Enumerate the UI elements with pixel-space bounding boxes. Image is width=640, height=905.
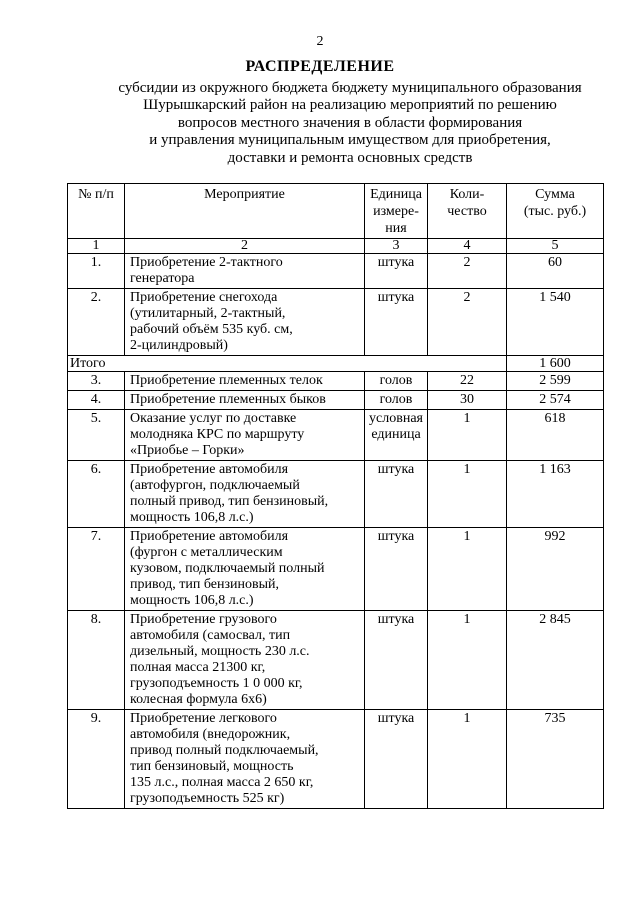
table-row bbox=[68, 710, 604, 809]
row-sum: 992 bbox=[507, 528, 604, 611]
row-description-line: Приобретение грузового bbox=[130, 612, 277, 627]
row-description-line: полный привод, тип бензиновый, bbox=[130, 494, 329, 509]
index-cell: 3 bbox=[365, 239, 428, 254]
row-unit bbox=[365, 372, 428, 391]
row-description-line: (фургон с металлическим bbox=[130, 545, 283, 560]
row-number: 6. bbox=[68, 461, 125, 528]
row-sum: 1 540 bbox=[507, 289, 604, 356]
header-unit-line: Единица bbox=[370, 187, 422, 202]
row-description bbox=[125, 611, 365, 710]
row-description-line: «Приобье – Горки» bbox=[130, 443, 245, 458]
row-number: 9. bbox=[68, 710, 125, 809]
row-description-line: мощность 106,8 л.с.) bbox=[130, 510, 254, 525]
row-number: 5. bbox=[68, 410, 125, 461]
row-unit-line: штука bbox=[377, 711, 415, 726]
row-sum: 2 574 bbox=[507, 391, 604, 410]
index-cell: 2 bbox=[125, 239, 365, 254]
row-quantity: 1 bbox=[428, 611, 507, 710]
table-row bbox=[68, 461, 604, 528]
row-sum: 618 bbox=[507, 410, 604, 461]
row-description-line: 2-цилиндровый) bbox=[130, 338, 228, 353]
subtotal-row bbox=[68, 356, 604, 372]
row-sum: 60 bbox=[507, 254, 604, 289]
row-description-line: (автофургон, подключаемый bbox=[130, 478, 300, 493]
index-cell: 1 bbox=[68, 239, 125, 254]
row-unit bbox=[365, 254, 428, 289]
row-sum: 1 163 bbox=[507, 461, 604, 528]
row-sum: 735 bbox=[507, 710, 604, 809]
row-description-line: Приобретение легкового bbox=[130, 711, 277, 726]
index-cell: 5 bbox=[507, 239, 604, 254]
subtitle-line: вопросов местного значения в области формирования bbox=[177, 114, 523, 131]
row-description-line: привод, тип бензиновый, bbox=[130, 577, 279, 592]
row-unit-line: голов bbox=[379, 392, 413, 407]
header-num: № п/п bbox=[68, 184, 125, 239]
header-event: Мероприятие bbox=[125, 184, 365, 239]
row-description-line: грузоподъемность 1 0 000 кг, bbox=[130, 676, 303, 691]
row-description bbox=[125, 391, 365, 410]
table-header-row bbox=[68, 184, 604, 239]
header-sum-line: Сумма bbox=[535, 187, 575, 202]
row-description-line: (утилитарный, 2-тактный, bbox=[130, 306, 286, 321]
header-qty-line: чество bbox=[447, 204, 487, 219]
row-description-line: рабочий объём 535 куб. см, bbox=[130, 322, 293, 337]
row-unit-line: штука bbox=[377, 290, 415, 305]
header-unit-line: ния bbox=[385, 221, 407, 236]
row-quantity: 30 bbox=[428, 391, 507, 410]
subtotal-sum: 1 600 bbox=[507, 356, 604, 372]
header-qty-line: Коли- bbox=[449, 187, 485, 202]
subtitle-line: доставки и ремонта основных средств bbox=[227, 149, 473, 166]
row-description-line: полная масса 21300 кг, bbox=[130, 660, 266, 675]
subtitle-line: и управления муниципальным имуществом для приобретения, bbox=[149, 132, 551, 149]
header-unit bbox=[365, 184, 428, 239]
row-description-line: Оказание услуг по доставке bbox=[130, 411, 297, 426]
row-unit bbox=[365, 410, 428, 461]
row-unit-line: штука bbox=[377, 462, 415, 477]
row-unit bbox=[365, 710, 428, 809]
row-unit bbox=[365, 528, 428, 611]
row-description-line: Приобретение автомобиля bbox=[130, 462, 289, 477]
row-description-line: тип бензиновый, мощность bbox=[130, 759, 294, 774]
row-number: 4. bbox=[68, 391, 125, 410]
row-quantity: 1 bbox=[428, 710, 507, 809]
header-sum-line: (тыс. руб.) bbox=[523, 204, 587, 219]
row-quantity: 1 bbox=[428, 528, 507, 611]
row-unit bbox=[365, 461, 428, 528]
row-number: 8. bbox=[68, 611, 125, 710]
row-description bbox=[125, 461, 365, 528]
row-number: 2. bbox=[68, 289, 125, 356]
header-sum bbox=[507, 184, 604, 239]
table-index-row bbox=[68, 239, 604, 254]
row-quantity: 2 bbox=[428, 254, 507, 289]
header-qty bbox=[428, 184, 507, 239]
row-description-line: мощность 106,8 л.с.) bbox=[130, 593, 254, 608]
header-unit-line: измере- bbox=[373, 204, 419, 219]
row-description bbox=[125, 528, 365, 611]
row-number: 3. bbox=[68, 372, 125, 391]
table-row bbox=[68, 372, 604, 391]
row-sum: 2 599 bbox=[507, 372, 604, 391]
row-unit-line: голов bbox=[379, 373, 413, 388]
table-row bbox=[68, 528, 604, 611]
row-unit bbox=[365, 391, 428, 410]
row-number: 1. bbox=[68, 254, 125, 289]
index-cell: 4 bbox=[428, 239, 507, 254]
row-description-line: кузовом, подключаемый полный bbox=[130, 561, 325, 576]
row-unit bbox=[365, 611, 428, 710]
row-description-line: грузоподъемность 525 кг) bbox=[130, 791, 285, 806]
subtitle-line: субсидии из окружного бюджета бюджету муниципального образования bbox=[118, 80, 582, 96]
row-description-line: автомобиля (внедорожник, bbox=[130, 727, 291, 742]
row-unit-line: штука bbox=[377, 255, 415, 270]
row-quantity: 1 bbox=[428, 461, 507, 528]
row-description-line: Приобретение 2-тактного bbox=[130, 255, 283, 270]
row-description-line: молодняка КРС по маршруту bbox=[130, 427, 305, 442]
table-row bbox=[68, 410, 604, 461]
row-description-line: Приобретение племенных быков bbox=[130, 392, 326, 407]
row-unit-line: штука bbox=[377, 612, 415, 627]
row-unit-line: штука bbox=[377, 529, 415, 544]
row-quantity: 22 bbox=[428, 372, 507, 391]
row-description-line: Приобретение автомобиля bbox=[130, 529, 289, 544]
row-description bbox=[125, 372, 365, 391]
row-description-line: генератора bbox=[130, 271, 195, 286]
distribution-table bbox=[67, 183, 604, 809]
document-subtitle bbox=[60, 80, 640, 167]
row-quantity: 1 bbox=[428, 410, 507, 461]
row-description-line: Приобретение племенных телок bbox=[130, 373, 323, 388]
table-row bbox=[68, 254, 604, 289]
document-title: РАСПРЕДЕЛЕНИЕ bbox=[245, 58, 395, 75]
table-row bbox=[68, 289, 604, 356]
row-sum: 2 845 bbox=[507, 611, 604, 710]
subtotal-label: Итого bbox=[68, 356, 507, 372]
row-description-line: привод полный подключаемый, bbox=[130, 743, 319, 758]
row-unit-line: единица bbox=[371, 427, 421, 442]
row-description-line: автомобиля (самосвал, тип bbox=[130, 628, 291, 643]
row-unit bbox=[365, 289, 428, 356]
row-description bbox=[125, 410, 365, 461]
row-description bbox=[125, 710, 365, 809]
subtitle-line: Шурышкарский район на реализацию мероприятий по решению bbox=[143, 97, 557, 114]
row-unit-line: условная bbox=[369, 411, 423, 426]
row-description bbox=[125, 254, 365, 289]
row-description-line: Приобретение снегохода bbox=[130, 290, 278, 305]
page-number: 2 bbox=[316, 34, 324, 49]
row-number: 7. bbox=[68, 528, 125, 611]
row-description-line: дизельный, мощность 230 л.с. bbox=[130, 644, 310, 659]
row-quantity: 2 bbox=[428, 289, 507, 356]
row-description bbox=[125, 289, 365, 356]
table-row bbox=[68, 611, 604, 710]
table-row bbox=[68, 391, 604, 410]
row-description-line: колесная формула 6х6) bbox=[130, 692, 267, 707]
row-description-line: 135 л.с., полная масса 2 650 кг, bbox=[130, 775, 314, 790]
